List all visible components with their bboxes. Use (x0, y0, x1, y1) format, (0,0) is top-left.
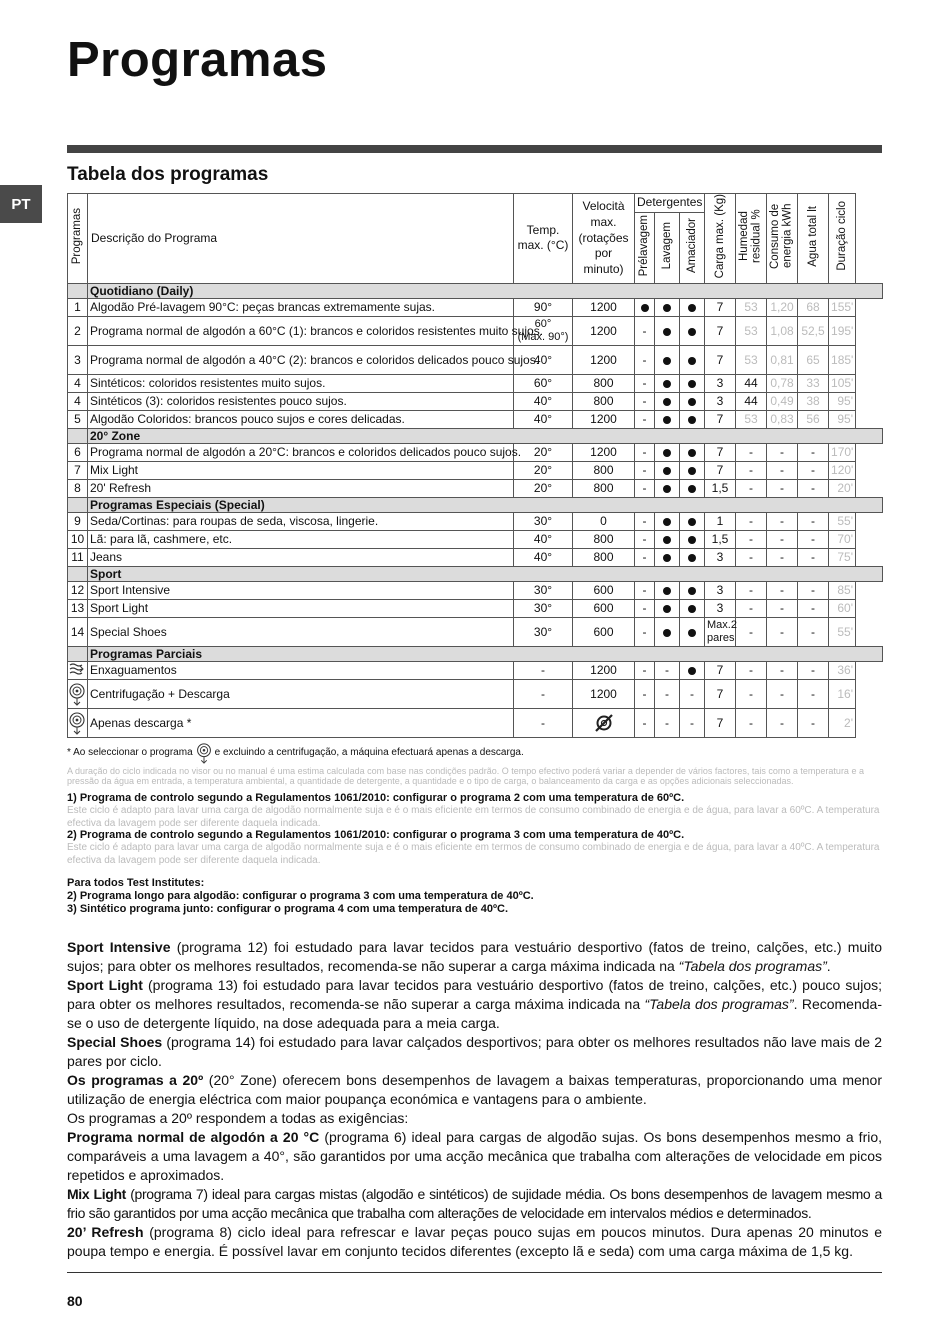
prog-energy: - (767, 443, 798, 461)
prog-water: 38 (798, 392, 829, 410)
prog-number: 13 (68, 599, 88, 617)
prog-temp: 40° (514, 548, 573, 566)
prog-load: 3 (705, 374, 736, 392)
prewash-dot-icon (641, 304, 649, 312)
prog-humidity: - (736, 661, 767, 679)
institutes-title: Para todos Test Institutes: (67, 877, 205, 889)
title-rule (67, 145, 882, 153)
prog-energy: 1,08 (767, 316, 798, 345)
prog-duration: 16' (829, 679, 856, 708)
prog-name: Seda/Cortinas: (90, 514, 170, 529)
softener-dot-icon (688, 536, 696, 544)
wash-dot-icon (663, 328, 671, 336)
softener-dot-icon (688, 667, 696, 675)
table-row (68, 548, 883, 566)
prog-humidity: - (736, 599, 767, 617)
prog-desc: brancos e coloridos delicados pouco sujos. (288, 445, 522, 460)
header-velocidade: Velocità max. (rotações por minuto) (573, 194, 635, 284)
prog-water: - (798, 679, 829, 708)
table-row (68, 581, 883, 599)
prog-energy: - (767, 548, 798, 566)
wash-dot-icon (663, 554, 671, 562)
prog-load: 3 (705, 581, 736, 599)
category-parciais: Programas Parciais (88, 646, 883, 661)
prog-name: 20' Refresh (90, 481, 151, 496)
prog-number: 5 (68, 410, 88, 428)
prog-water: 52,5 (798, 316, 829, 345)
prog-number: 9 (68, 512, 88, 530)
prog-water: 65 (798, 345, 829, 374)
prog-water: - (798, 548, 829, 566)
prog-energy: - (767, 708, 798, 737)
prog-desc: brancos e coloridos resistentes muito sujos. (306, 323, 544, 338)
prog-duration: 120' (829, 461, 856, 479)
softener-dot-icon (688, 467, 696, 475)
softener-dot-icon (688, 518, 696, 526)
prog-energy: - (767, 661, 798, 679)
wash-dot-icon (663, 416, 671, 424)
prog-water: - (798, 617, 829, 646)
prog-prewash: - (635, 512, 655, 530)
note2-title: 2) Programa de controlo segundo a Regulamentos 1061/2010: configurar o programa 3 com uma temperatura de 40ºC. (67, 829, 685, 841)
institutes-item-2: 3) Sintético programa junto: configurar o programa 4 com uma temperatura de 40ºC. (67, 903, 509, 915)
prog-speed: 0 (573, 512, 635, 530)
prog-load: 7 (705, 679, 736, 708)
prog-name: Algodão Coloridos: (90, 412, 192, 427)
prog-speed: 1200 (573, 298, 635, 316)
prog-humidity: - (736, 512, 767, 530)
wash-dot-icon (663, 536, 671, 544)
body-text (67, 938, 882, 1261)
prog-number: 11 (68, 548, 88, 566)
prog-desc: coloridos resistentes muito sujos. (145, 376, 326, 391)
wash-dot-icon (663, 485, 671, 493)
prog-humidity: - (736, 548, 767, 566)
duration-note: A duração do ciclo indicada no visor ou no manual é uma estima calculada com base nas condições padrão. O tempo efectivo poderá variar a depender de vários factores, tais como a temperatura e a pressão da água em entrada, a temperatura ambiental, a quantidade de detergente, a quantidade e o tipo de carga, o balanceamento da carga e as opções adicionais seleccionadas. (67, 766, 864, 787)
header-amaciador: Amaciador (685, 218, 698, 273)
prog-desc: peças brancas extremamente sujas. (238, 300, 435, 315)
prog-prewash: - (635, 548, 655, 566)
prog-load: 7 (705, 461, 736, 479)
prog-energy: - (767, 581, 798, 599)
header-prelavagem: Prélavagem (638, 214, 651, 277)
prog-speed: 800 (573, 392, 635, 410)
prog-temp: 60° (534, 317, 552, 330)
prog-load: 7 (705, 316, 736, 345)
prog-humidity: 53 (736, 316, 767, 345)
prog-softener: - (680, 679, 705, 708)
prog-prewash: - (635, 661, 655, 679)
table-header-row (68, 194, 883, 213)
prog-number: 14 (68, 617, 88, 646)
prog-energy: - (767, 512, 798, 530)
category-row (68, 283, 883, 298)
category-sport: Sport (88, 566, 883, 581)
prog-desc: para roupas de seda, viscosa, lingerie. (169, 514, 379, 529)
prog-name: Programa normal de algodón a 40°C (2): (90, 352, 307, 367)
section-title: Tabela dos programas (67, 164, 269, 185)
header-programas: Programas (71, 208, 84, 265)
header-duracao: Duração ciclo (835, 201, 848, 272)
prog-speed: 1200 (573, 679, 635, 708)
table-row (68, 316, 883, 345)
prog-number: 12 (68, 581, 88, 599)
table-row (68, 512, 883, 530)
prog-duration: 155' (829, 298, 856, 316)
no-spin-icon (593, 712, 615, 734)
paragraph-special-shoes: Special Shoes (programa 14) foi estudado para lavar calçados desportivos; para obter os melhores resultados não lave mais de 2 pares por ciclo. (67, 1034, 882, 1069)
prog-name: Lã: (90, 532, 107, 547)
category-20-zone: 20° Zone (88, 428, 883, 443)
prog-energy: 0,78 (767, 374, 798, 392)
prog-temp: 30° (514, 617, 573, 646)
prog-load: 3 (705, 548, 736, 566)
category-daily: Quotidiano (Daily) (88, 283, 883, 298)
prog-duration: 55' (829, 617, 856, 646)
prog-name: Algodão Pré-lavagem 90°C: (90, 300, 239, 315)
prog-prewash: - (635, 617, 655, 646)
asterisk-note-b: e excluindo a centrifugação, a máquina efectuará apenas a descarga. (214, 746, 524, 758)
prog-duration: 195' (829, 316, 856, 345)
asterisk-note-a: * Ao seleccionar o programa (67, 746, 193, 758)
prog-water: - (798, 530, 829, 548)
prog-prewash: - (635, 461, 655, 479)
prog-duration: 95' (829, 410, 856, 428)
drain-only-icon (68, 711, 86, 735)
prog-name: Mix Light (90, 463, 139, 478)
prog-duration: 2' (829, 708, 856, 737)
prog-speed: 800 (573, 461, 635, 479)
prog-number: 4 (68, 374, 88, 392)
softener-dot-icon (688, 357, 696, 365)
prog-water: 56 (798, 410, 829, 428)
prog-temp: 30° (514, 599, 573, 617)
prog-number: 8 (68, 479, 88, 497)
prog-temp: 40° (514, 530, 573, 548)
prog-temp: 90° (514, 298, 573, 316)
table-row (68, 392, 883, 410)
prog-load: 1,5 (705, 479, 736, 497)
prog-humidity: - (736, 530, 767, 548)
softener-dot-icon (688, 416, 696, 424)
paragraph-sport-intensive: Sport Intensive (programa 12) foi estudado para lavar tecidos para vestuário desportivo (fatos de treino, calções, etc.) muito sujos; para obter os melhores resultados, recomenda-se não superar a carga máxima indicada na “Tabela dos programas”. (67, 939, 882, 974)
prog-energy: - (767, 599, 798, 617)
prog-desc: para lã, cashmere, etc. (106, 532, 233, 547)
prog-name: Sintéticos: (90, 376, 146, 391)
prog-load-unit: pares (707, 631, 735, 644)
prog-energy: 1,20 (767, 298, 798, 316)
category-row (68, 646, 883, 661)
prog-number: 3 (68, 345, 88, 374)
prog-duration: 36' (829, 661, 856, 679)
prog-temp: 20° (514, 479, 573, 497)
programs-table (67, 193, 883, 738)
institutes-item-1: 2) Programa longo para algodão: configurar o programa 3 com uma temperatura de 40ºC. (67, 890, 534, 902)
prog-energy: - (767, 617, 798, 646)
prog-humidity: - (736, 708, 767, 737)
prog-name: Sport Light (90, 601, 149, 616)
prog-duration: 55' (829, 512, 856, 530)
prog-energy: 0,83 (767, 410, 798, 428)
prog-speed: 800 (573, 374, 635, 392)
asterisk-note (67, 742, 882, 764)
prog-prewash: - (635, 316, 655, 345)
prog-name: Sport Intensive (90, 583, 171, 598)
wash-dot-icon (663, 357, 671, 365)
prog-prewash: - (635, 599, 655, 617)
prog-temp: 60° (514, 374, 573, 392)
prog-speed: 800 (573, 479, 635, 497)
prog-temp: - (514, 661, 573, 679)
prog-load: Max.2 (707, 618, 737, 631)
prog-energy: - (767, 479, 798, 497)
prog-prewash: - (635, 345, 655, 374)
prog-humidity: 53 (736, 298, 767, 316)
prog-number: 2 (68, 316, 88, 345)
prog-humidity: - (736, 617, 767, 646)
table-row (68, 679, 883, 708)
paragraph-mix-light: Mix Light (programa 7) ideal para cargas mistas (algodão e sintéticos) de sujidade média. Os bons desempenhos de lavagem mesmo a frio são garantidos por uma acção mecânica que trabalha com alterações de velocidade em intervalos médios e determinados. (67, 1186, 882, 1221)
table-row (68, 443, 883, 461)
prog-prewash: - (635, 392, 655, 410)
table-row (68, 374, 883, 392)
softener-dot-icon (688, 398, 696, 406)
prog-name: Jeans (90, 550, 123, 565)
header-carga: Carga max. (Kg) (713, 194, 726, 279)
prog-duration: 85' (829, 581, 856, 599)
prog-temp: 40° (514, 410, 573, 428)
prog-temp: 20° (514, 461, 573, 479)
prog-humidity: - (736, 581, 767, 599)
table-row (68, 479, 883, 497)
page-title: Programas (67, 33, 328, 87)
prog-water: 68 (798, 298, 829, 316)
prog-prewash: - (635, 530, 655, 548)
paragraph-cotton-20: Programa normal de algodón a 20 °C (programa 6) ideal para cargas de algodão sujas. Os bons desempenhos mesmo a frio, comparáveis a uma lavagem a 40°, são garantidos por uma acção mecânica que trabalha com alterações de velocidade em picos repetidos e aproximados. (67, 1129, 883, 1183)
table-row (68, 298, 883, 316)
wash-dot-icon (663, 304, 671, 312)
note1-title: 1) Programa de controlo segundo a Regulamentos 1061/2010: configurar o programa 2 com uma temperatura de 60ºC. (67, 792, 685, 804)
wash-dot-icon (663, 629, 671, 637)
softener-dot-icon (688, 554, 696, 562)
prog-duration: 70' (829, 530, 856, 548)
prog-energy: 0,81 (767, 345, 798, 374)
prog-number: 4 (68, 392, 88, 410)
prog-duration: 185' (829, 345, 856, 374)
prog-wash: - (655, 661, 680, 679)
wash-dot-icon (663, 380, 671, 388)
prog-load: 3 (705, 392, 736, 410)
prog-humidity: - (736, 461, 767, 479)
prog-water: - (798, 661, 829, 679)
prog-energy: - (767, 461, 798, 479)
wash-dot-icon (663, 467, 671, 475)
prog-humidity: 53 (736, 345, 767, 374)
prog-humidity: - (736, 479, 767, 497)
prog-duration: 75' (829, 548, 856, 566)
wash-dot-icon (663, 605, 671, 613)
prog-temp: - (514, 679, 573, 708)
prog-water: - (798, 599, 829, 617)
prog-wash: - (655, 679, 680, 708)
bottom-rule (67, 1272, 882, 1273)
prog-name: Programa normal de algodón a 20°C: (90, 445, 289, 460)
rinse-icon (68, 662, 86, 678)
prog-name: Apenas descarga * (88, 708, 514, 737)
prog-speed: 600 (573, 599, 635, 617)
prog-duration: 60' (829, 599, 856, 617)
prog-duration: 105' (829, 374, 856, 392)
prog-desc: brancos pouco sujos e cores delicadas. (191, 412, 405, 427)
paragraph-20-programs: Os programas a 20º (20° Zone) oferecem bons desempenhos de lavagem a baixas temperaturas, proporcionando uma menor utilização de energia eléctrica com maior poupança económica e vantagens para o ambiente. (67, 1072, 882, 1107)
prog-speed: 1200 (573, 345, 635, 374)
header-detergentes: Detergentes (635, 194, 705, 213)
prog-load: 7 (705, 410, 736, 428)
prog-speed: 600 (573, 617, 635, 646)
prog-energy: 0,49 (767, 392, 798, 410)
prog-load: 1 (705, 512, 736, 530)
softener-dot-icon (688, 328, 696, 336)
prog-duration: 95' (829, 392, 856, 410)
prog-number: 7 (68, 461, 88, 479)
prog-duration: 20' (829, 479, 856, 497)
prog-speed: 1200 (573, 661, 635, 679)
wash-dot-icon (663, 518, 671, 526)
prog-number: 1 (68, 298, 88, 316)
wash-dot-icon (663, 398, 671, 406)
prog-number: 6 (68, 443, 88, 461)
prog-speed: 800 (573, 548, 635, 566)
header-descricao: Descrição do Programa (88, 194, 514, 284)
prog-desc: coloridos resistentes pouco sujos. (163, 394, 347, 409)
prog-water: - (798, 443, 829, 461)
softener-dot-icon (688, 449, 696, 457)
prog-energy: - (767, 679, 798, 708)
prog-temp: - (514, 708, 573, 737)
category-special: Programas Especiais (Special) (88, 497, 883, 512)
prog-humidity: 44 (736, 374, 767, 392)
note2-text: Este ciclo é adapto para lavar uma carga de algodão normalmente suja e é o mais eficiente em termos de consumo combinado de energia e de água, para lavar a 40ºC. A temperatura efectiva da lavagem pode ser diferente daquela indicada. (67, 842, 880, 866)
language-tab: PT (0, 185, 42, 223)
prog-prewash: - (635, 581, 655, 599)
prog-speed: 800 (573, 530, 635, 548)
prog-humidity: - (736, 679, 767, 708)
prog-humidity: - (736, 443, 767, 461)
table-row (68, 661, 883, 679)
prog-number: 10 (68, 530, 88, 548)
prog-water: - (798, 479, 829, 497)
prog-prewash: - (635, 708, 655, 737)
prog-load: 7 (705, 443, 736, 461)
prog-speed: 600 (573, 581, 635, 599)
spin-drain-icon (195, 742, 213, 764)
prog-speed: 1200 (573, 410, 635, 428)
table-row (68, 345, 883, 374)
softener-dot-icon (688, 629, 696, 637)
wash-dot-icon (663, 449, 671, 457)
prog-name: Programa normal de algodón a 60°C (1): (90, 323, 307, 338)
prog-speed: 1200 (573, 443, 635, 461)
header-consumo: Consumo de energia kWh (769, 203, 795, 269)
prog-prewash: - (635, 410, 655, 428)
prog-temp: 30° (514, 512, 573, 530)
prog-water: - (798, 581, 829, 599)
prog-load: 1,5 (705, 530, 736, 548)
prog-load: 3 (705, 599, 736, 617)
category-row (68, 497, 883, 512)
prog-prewash: - (635, 443, 655, 461)
paragraph-refresh: 20’ Refresh (programa 8) ciclo ideal para refrescar e lavar peças pouco sujas em poucos minutos. Dura apenas 20 minutos e poupa tempo e energia. É possível lavar em conjunto tecidos diferentes (excepto lã e seda) com uma carga máxima de 1,5 kg. (67, 1224, 882, 1259)
category-row (68, 566, 883, 581)
table-row (68, 708, 883, 737)
prog-name: Special Shoes (90, 624, 167, 639)
prog-wash: - (655, 708, 680, 737)
wash-dot-icon (663, 587, 671, 595)
header-temp: Temp. max. (°C) (514, 194, 573, 284)
prog-name: Enxaguamentos (88, 661, 514, 679)
softener-dot-icon (688, 380, 696, 388)
prog-load: 7 (705, 661, 736, 679)
softener-dot-icon (688, 605, 696, 613)
header-lavagem: Lavagem (660, 221, 673, 270)
header-humidade: Humedad residual % (738, 209, 764, 264)
prog-softener: - (680, 708, 705, 737)
prog-temp: 20° (514, 443, 573, 461)
prog-load: 7 (705, 708, 736, 737)
prog-name: Sintéticos (3): (90, 394, 164, 409)
softener-dot-icon (688, 587, 696, 595)
prog-temp: 40° (514, 345, 573, 374)
prog-load: 7 (705, 298, 736, 316)
prog-water: - (798, 461, 829, 479)
page-number: 80 (67, 1293, 83, 1309)
softener-dot-icon (688, 304, 696, 312)
prog-prewash: - (635, 374, 655, 392)
softener-dot-icon (688, 485, 696, 493)
table-row (68, 410, 883, 428)
prog-load: 7 (705, 345, 736, 374)
table-row (68, 461, 883, 479)
prog-speed: 1200 (573, 316, 635, 345)
category-row (68, 428, 883, 443)
paragraph-sport-light: Sport Light (programa 13) foi estudado para lavar tecidos para vestuário desportivo (fatos de treino, calções, etc.) pouco sujos; para obter os melhores resultados, recomenda-se não superar a carga máxima indicada na “Tabela dos programas”. Recomenda-se o uso de detergente líquido, na dose adequada para a meia carga. (67, 977, 882, 1031)
prog-desc: brancos e coloridos delicados pouco sujos. (306, 352, 540, 367)
prog-duration: 170' (829, 443, 856, 461)
prog-name: Centrifugação + Descarga (88, 679, 514, 708)
paragraph-20-needs: Os programas a 20º respondem a todas as exigências: (67, 1110, 409, 1126)
prog-water: - (798, 708, 829, 737)
prog-humidity: 44 (736, 392, 767, 410)
header-agua: Agua total lt (806, 205, 819, 267)
prog-temp: 40° (514, 392, 573, 410)
prog-humidity: 53 (736, 410, 767, 428)
table-row (68, 599, 883, 617)
prog-temp-max: (Max. 90°) (517, 330, 569, 343)
prog-temp: 30° (514, 581, 573, 599)
prog-water: - (798, 512, 829, 530)
spin-drain-icon (68, 682, 86, 706)
prog-prewash: - (635, 479, 655, 497)
table-row (68, 617, 883, 646)
prog-prewash: - (635, 679, 655, 708)
table-row (68, 530, 883, 548)
note1-text: Este ciclo é adapto para lavar uma carga de algodão normalmente suja e é o mais eficiente em termos de consumo combinado de energia e de água, para lavar a 60ºC. A temperatura efectiva da lavagem pode ser diferente daquela indicada. (67, 805, 880, 829)
prog-water: 33 (798, 374, 829, 392)
prog-energy: - (767, 530, 798, 548)
